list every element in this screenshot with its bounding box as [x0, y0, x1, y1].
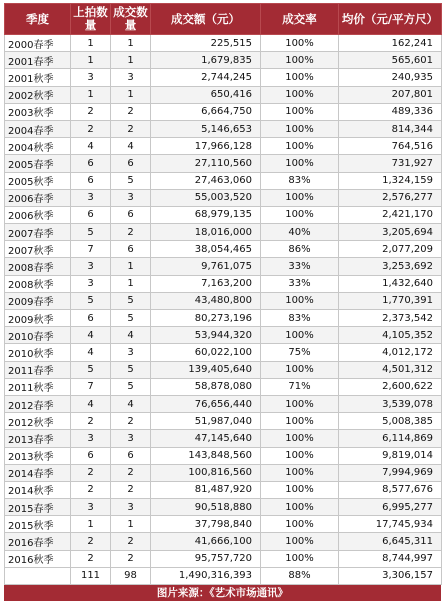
cell-turnover: 53,944,320: [151, 327, 261, 344]
cell-season: 2007秋季: [5, 241, 71, 258]
cell-turnover: 100,816,560: [151, 464, 261, 481]
cell-average-price: 162,241: [339, 35, 442, 52]
cell-turnover: 47,145,640: [151, 430, 261, 447]
cell-season: 2015秋季: [5, 516, 71, 533]
cell-lots-sold: 2: [111, 481, 151, 498]
cell-season: 2005秋季: [5, 172, 71, 189]
cell-lots-offered: 2: [71, 103, 111, 120]
cell-average-price: 565,601: [339, 52, 442, 69]
cell-rate: 40%: [261, 224, 339, 241]
cell-average-price: 4,012,172: [339, 344, 442, 361]
table-row: [5, 310, 442, 327]
cell-lots-offered: 6: [71, 447, 111, 464]
cell-lots-offered: 3: [71, 258, 111, 275]
table-row: [5, 241, 442, 258]
cell-lots-offered: 4: [71, 327, 111, 344]
cell-average-price: 2,373,542: [339, 310, 442, 327]
cell-turnover: 60,022,100: [151, 344, 261, 361]
cell-average-price: 2,576,277: [339, 189, 442, 206]
cell-turnover: 43,480,800: [151, 292, 261, 309]
cell-lots-sold: 5: [111, 172, 151, 189]
table-row: [5, 69, 442, 86]
cell-season: 2016秋季: [5, 550, 71, 567]
cell-lots-offered: 111: [71, 567, 111, 584]
cell-rate: 100%: [261, 533, 339, 550]
cell-turnover: 1,490,316,393: [151, 567, 261, 584]
cell-rate: 100%: [261, 138, 339, 155]
cell-average-price: 2,077,209: [339, 241, 442, 258]
cell-lots-offered: 4: [71, 138, 111, 155]
cell-rate: 88%: [261, 567, 339, 584]
cell-average-price: 4,501,312: [339, 361, 442, 378]
cell-rate: 100%: [261, 395, 339, 412]
cell-turnover: 37,798,840: [151, 516, 261, 533]
table-row: [5, 344, 442, 361]
cell-lots-offered: 2: [71, 481, 111, 498]
table-body: [5, 35, 442, 585]
cell-average-price: 8,744,997: [339, 550, 442, 567]
cell-rate: 33%: [261, 258, 339, 275]
cell-lots-sold: 98: [111, 567, 151, 584]
cell-turnover: 17,966,128: [151, 138, 261, 155]
cell-lots-sold: 1: [111, 258, 151, 275]
cell-lots-offered: 1: [71, 516, 111, 533]
cell-turnover: 80,273,196: [151, 310, 261, 327]
header-lots-sold: 成交数量: [111, 4, 151, 35]
cell-lots-offered: 3: [71, 499, 111, 516]
cell-lots-offered: 1: [71, 86, 111, 103]
cell-rate: 100%: [261, 155, 339, 172]
cell-turnover: 58,878,080: [151, 378, 261, 395]
cell-rate: 100%: [261, 464, 339, 481]
cell-rate: 100%: [261, 327, 339, 344]
cell-season: 2013春季: [5, 430, 71, 447]
cell-turnover: 225,515: [151, 35, 261, 52]
cell-turnover: 38,054,465: [151, 241, 261, 258]
table-row: [5, 481, 442, 498]
cell-lots-offered: 2: [71, 533, 111, 550]
cell-turnover: 27,110,560: [151, 155, 261, 172]
cell-turnover: 41,666,100: [151, 533, 261, 550]
cell-rate: 100%: [261, 103, 339, 120]
auction-table-figure: [4, 3, 441, 597]
cell-lots-sold: 5: [111, 378, 151, 395]
cell-rate: 100%: [261, 292, 339, 309]
cell-season: 2000春季: [5, 35, 71, 52]
cell-lots-offered: 4: [71, 395, 111, 412]
table-row: [5, 378, 442, 395]
table-row: [5, 155, 442, 172]
cell-lots-offered: 7: [71, 378, 111, 395]
header-lots-offered: 上拍数量: [71, 4, 111, 35]
cell-turnover: 2,744,245: [151, 69, 261, 86]
table-row: [5, 120, 442, 137]
cell-turnover: 5,146,653: [151, 120, 261, 137]
table-row: [5, 172, 442, 189]
cell-lots-offered: 4: [71, 344, 111, 361]
table-row: [5, 258, 442, 275]
table-row: [5, 224, 442, 241]
cell-average-price: 814,344: [339, 120, 442, 137]
cell-lots-sold: 1: [111, 86, 151, 103]
cell-season: 2004秋季: [5, 138, 71, 155]
cell-turnover: 1,679,835: [151, 52, 261, 69]
cell-lots-offered: 6: [71, 206, 111, 223]
cell-season: 2001秋季: [5, 69, 71, 86]
cell-average-price: 207,801: [339, 86, 442, 103]
table-header-row: [5, 4, 442, 35]
cell-turnover: 27,463,060: [151, 172, 261, 189]
cell-average-price: 7,994,969: [339, 464, 442, 481]
cell-lots-sold: 6: [111, 241, 151, 258]
table-row: [5, 464, 442, 481]
cell-lots-sold: 3: [111, 499, 151, 516]
cell-lots-sold: 1: [111, 516, 151, 533]
cell-season: 2012秋季: [5, 413, 71, 430]
cell-turnover: 90,518,880: [151, 499, 261, 516]
cell-average-price: 1,432,640: [339, 275, 442, 292]
cell-average-price: 17,745,934: [339, 516, 442, 533]
cell-average-price: 489,336: [339, 103, 442, 120]
header-average-price: 均价（元/平方尺）: [339, 4, 442, 35]
cell-rate: 75%: [261, 344, 339, 361]
table-row: [5, 413, 442, 430]
cell-lots-offered: 1: [71, 52, 111, 69]
table-row: [5, 361, 442, 378]
cell-average-price: 240,935: [339, 69, 442, 86]
cell-season: 2012春季: [5, 395, 71, 412]
table-row: [5, 550, 442, 567]
cell-lots-sold: 2: [111, 413, 151, 430]
cell-lots-sold: 2: [111, 103, 151, 120]
cell-season: 2002秋季: [5, 86, 71, 103]
cell-average-price: 1,324,159: [339, 172, 442, 189]
cell-season: 2011秋季: [5, 378, 71, 395]
cell-average-price: 3,205,694: [339, 224, 442, 241]
cell-rate: 100%: [261, 447, 339, 464]
cell-average-price: 731,927: [339, 155, 442, 172]
cell-lots-sold: 4: [111, 395, 151, 412]
cell-rate: 100%: [261, 69, 339, 86]
cell-lots-offered: 3: [71, 275, 111, 292]
cell-season: 2008秋季: [5, 275, 71, 292]
table-row: [5, 516, 442, 533]
table-row: [5, 86, 442, 103]
table-row: [5, 533, 442, 550]
cell-season: 2004春季: [5, 120, 71, 137]
cell-lots-offered: 3: [71, 430, 111, 447]
cell-lots-sold: 3: [111, 430, 151, 447]
cell-lots-offered: 2: [71, 413, 111, 430]
cell-turnover: 95,757,720: [151, 550, 261, 567]
header-sell-through-rate: 成交率: [261, 4, 339, 35]
cell-turnover: 9,761,075: [151, 258, 261, 275]
cell-turnover: 139,405,640: [151, 361, 261, 378]
cell-average-price: 2,421,170: [339, 206, 442, 223]
table-row: [5, 499, 442, 516]
cell-lots-sold: 5: [111, 361, 151, 378]
table-row: [5, 138, 442, 155]
cell-lots-offered: 7: [71, 241, 111, 258]
cell-rate: 100%: [261, 206, 339, 223]
cell-average-price: 2,600,622: [339, 378, 442, 395]
cell-season: 2010春季: [5, 327, 71, 344]
cell-season: 2008春季: [5, 258, 71, 275]
cell-lots-sold: 2: [111, 120, 151, 137]
cell-turnover: 6,664,750: [151, 103, 261, 120]
cell-rate: 33%: [261, 275, 339, 292]
cell-rate: 100%: [261, 413, 339, 430]
cell-lots-sold: 2: [111, 550, 151, 567]
cell-average-price: 8,577,676: [339, 481, 442, 498]
cell-average-price: 3,306,157: [339, 567, 442, 584]
cell-rate: 100%: [261, 86, 339, 103]
cell-season: 2014春季: [5, 464, 71, 481]
cell-average-price: 3,539,078: [339, 395, 442, 412]
cell-lots-offered: 6: [71, 310, 111, 327]
cell-rate: 100%: [261, 499, 339, 516]
cell-lots-offered: 5: [71, 224, 111, 241]
header-season: 季度: [5, 4, 71, 35]
cell-lots-sold: 4: [111, 138, 151, 155]
cell-lots-offered: 5: [71, 361, 111, 378]
auction-stats-table: [4, 3, 442, 585]
cell-turnover: 81,487,920: [151, 481, 261, 498]
cell-season: 2005春季: [5, 155, 71, 172]
cell-season: 2006春季: [5, 189, 71, 206]
table-row: [5, 206, 442, 223]
cell-lots-sold: 4: [111, 327, 151, 344]
cell-turnover: 68,979,135: [151, 206, 261, 223]
cell-season: 2010秋季: [5, 344, 71, 361]
cell-lots-sold: 2: [111, 464, 151, 481]
cell-average-price: 6,995,277: [339, 499, 442, 516]
cell-lots-offered: 5: [71, 292, 111, 309]
cell-rate: 100%: [261, 481, 339, 498]
cell-season: 2007春季: [5, 224, 71, 241]
cell-lots-offered: 1: [71, 35, 111, 52]
cell-turnover: 650,416: [151, 86, 261, 103]
cell-lots-offered: 6: [71, 155, 111, 172]
cell-turnover: 76,656,440: [151, 395, 261, 412]
table-row: [5, 52, 442, 69]
cell-turnover: 143,848,560: [151, 447, 261, 464]
header-turnover: 成交额（元）: [151, 4, 261, 35]
cell-turnover: 51,987,040: [151, 413, 261, 430]
table-row: [5, 189, 442, 206]
cell-average-price: 3,253,692: [339, 258, 442, 275]
cell-rate: 100%: [261, 52, 339, 69]
table-row: [5, 430, 442, 447]
cell-turnover: 55,003,520: [151, 189, 261, 206]
table-row: [5, 35, 442, 52]
cell-season: 2001春季: [5, 52, 71, 69]
cell-lots-offered: 2: [71, 464, 111, 481]
cell-rate: 83%: [261, 310, 339, 327]
cell-lots-sold: 5: [111, 310, 151, 327]
cell-lots-sold: 2: [111, 224, 151, 241]
cell-average-price: 5,008,385: [339, 413, 442, 430]
cell-lots-sold: 5: [111, 292, 151, 309]
cell-lots-sold: 6: [111, 155, 151, 172]
image-source-caption: 图片来源：《艺术市场通讯》: [4, 585, 441, 601]
cell-season: 2009春季: [5, 292, 71, 309]
cell-rate: 100%: [261, 120, 339, 137]
cell-average-price: 764,516: [339, 138, 442, 155]
cell-lots-sold: 3: [111, 69, 151, 86]
cell-season: 2013秋季: [5, 447, 71, 464]
cell-season: 2015春季: [5, 499, 71, 516]
cell-average-price: 4,105,352: [339, 327, 442, 344]
table-total-row: [5, 567, 442, 584]
cell-lots-offered: 6: [71, 172, 111, 189]
cell-lots-offered: 2: [71, 120, 111, 137]
cell-lots-offered: 2: [71, 550, 111, 567]
cell-rate: 71%: [261, 378, 339, 395]
cell-average-price: 1,770,391: [339, 292, 442, 309]
cell-season: 2003秋季: [5, 103, 71, 120]
cell-lots-sold: 1: [111, 275, 151, 292]
cell-rate: 100%: [261, 35, 339, 52]
cell-turnover: 18,016,000: [151, 224, 261, 241]
cell-lots-sold: 1: [111, 35, 151, 52]
cell-rate: 83%: [261, 172, 339, 189]
cell-rate: 100%: [261, 189, 339, 206]
cell-average-price: 6,645,311: [339, 533, 442, 550]
cell-lots-sold: 1: [111, 52, 151, 69]
cell-lots-sold: 2: [111, 533, 151, 550]
cell-rate: 86%: [261, 241, 339, 258]
cell-rate: 100%: [261, 516, 339, 533]
table-row: [5, 447, 442, 464]
cell-turnover: 7,163,200: [151, 275, 261, 292]
cell-season: 2011春季: [5, 361, 71, 378]
cell-lots-sold: 3: [111, 344, 151, 361]
cell-average-price: 9,819,014: [339, 447, 442, 464]
cell-season: [5, 567, 71, 584]
cell-season: 2016春季: [5, 533, 71, 550]
cell-lots-sold: 3: [111, 189, 151, 206]
cell-rate: 100%: [261, 550, 339, 567]
cell-season: 2014秋季: [5, 481, 71, 498]
cell-rate: 100%: [261, 430, 339, 447]
table-row: [5, 275, 442, 292]
cell-rate: 100%: [261, 361, 339, 378]
table-row: [5, 292, 442, 309]
table-row: [5, 103, 442, 120]
cell-lots-sold: 6: [111, 447, 151, 464]
cell-average-price: 6,114,869: [339, 430, 442, 447]
cell-lots-sold: 6: [111, 206, 151, 223]
table-row: [5, 327, 442, 344]
cell-season: 2006秋季: [5, 206, 71, 223]
table-row: [5, 395, 442, 412]
cell-lots-offered: 3: [71, 69, 111, 86]
cell-lots-offered: 3: [71, 189, 111, 206]
cell-season: 2009秋季: [5, 310, 71, 327]
